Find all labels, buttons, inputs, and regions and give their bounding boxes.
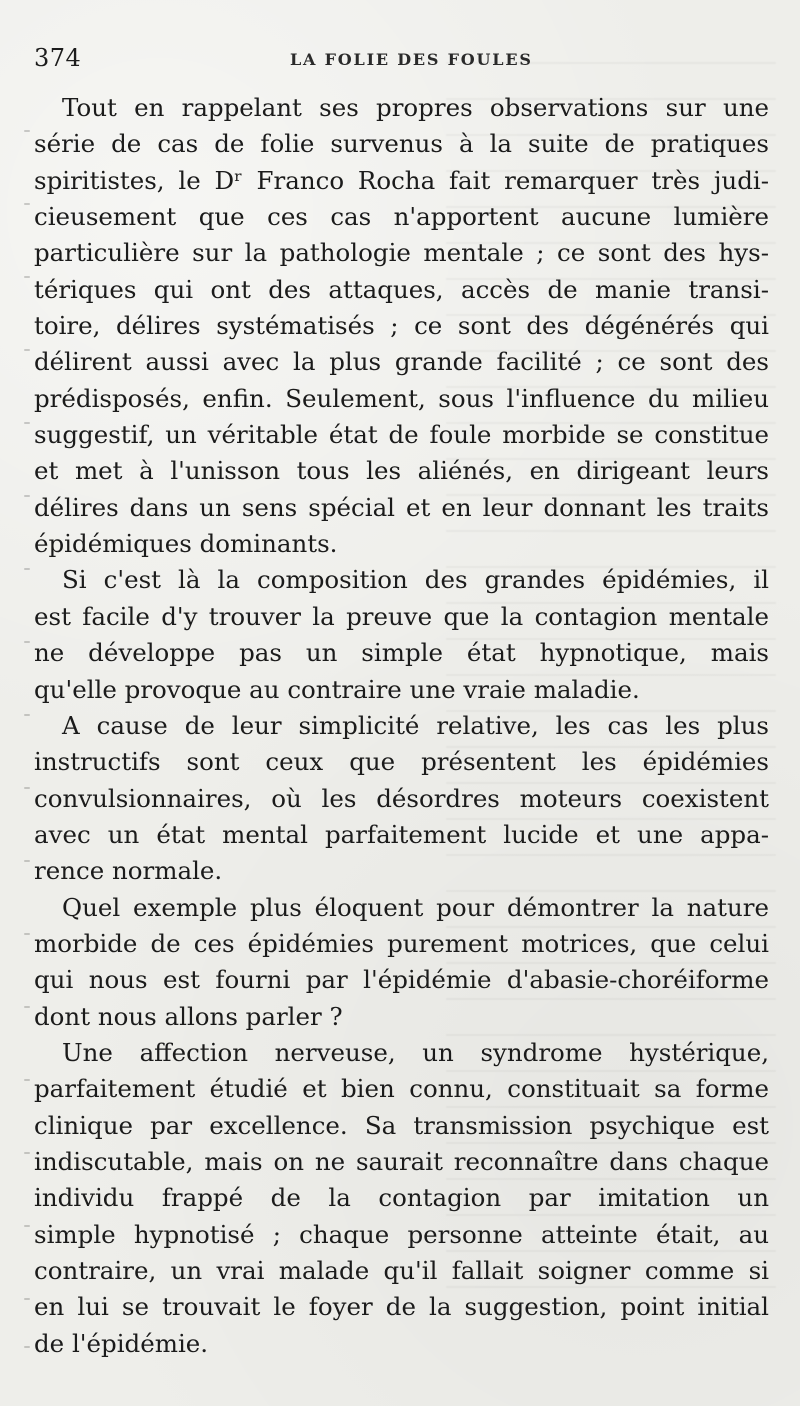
text-line: morbide de ces épidémies purement motrices, que celui (34, 928, 769, 958)
text-line: convulsionnaires, où les désordres moteurs coexistent (34, 783, 769, 813)
text-line: simple hypnotisé ; chaque personne atteinte était, au (34, 1219, 769, 1249)
text-line: contraire, un vrai malade qu'il fallait soigner comme si (34, 1256, 769, 1285)
text-line: individu frappé de la contagion par imitation un (34, 1183, 769, 1213)
page-header (34, 42, 770, 82)
paragraph-2 (34, 562, 769, 707)
text-line: en lui se trouvait le foyer de la suggestion, point initial (34, 1292, 769, 1322)
paragraph-5 (34, 1035, 769, 1362)
text-line: avec un état mental parfaitement lucide et une appa- (34, 819, 769, 849)
text-line: indiscutable, mais on ne saurait reconnaître dans chaque (34, 1146, 769, 1176)
text-line: prédisposés, enfin. Seulement, sous l'influence du milieu (34, 383, 769, 413)
text-line: rence normale. (34, 856, 223, 886)
text-line: cieusement que ces cas n'apportent aucune lumière (34, 202, 769, 232)
text-line: de l'épidémie. (34, 1328, 209, 1358)
text-line: A cause de leur simplicité relative, les cas les plus (62, 710, 769, 740)
text-line: délires dans un sens spécial et en leur donnant les traits (34, 492, 769, 522)
text-line: instructifs sont ceux que présentent les épidémies (34, 747, 769, 777)
text-line: clinique par excellence. Sa transmission psychique est (34, 1110, 769, 1140)
text-line: Quel exemple plus éloquent pour démontrer la nature (62, 892, 769, 922)
text-line: Une affection nerveuse, un syndrome hystérique, (62, 1037, 769, 1067)
paragraph-4 (34, 890, 769, 1035)
text-line: est facile d'y trouver la preuve que la contagion mentale (34, 601, 769, 631)
page-number: 374 (34, 44, 82, 72)
text-line: Tout en rappelant ses propres observations sur une (62, 93, 769, 122)
page-edge-marks (24, 130, 32, 1370)
text-line: spiritistes, le Dʳ Franco Rocha fait remarquer très judi- (34, 165, 769, 195)
text-line: particulière sur la pathologie mentale ; ce sont des hys- (34, 238, 769, 268)
text-line: parfaitement étudié et bien connu, constituait sa forme (34, 1074, 769, 1104)
paragraph-1 (34, 90, 769, 562)
text-line: toire, délires systématisés ; ce sont des dégénérés qui (34, 311, 769, 341)
text-line: Si c'est là la composition des grandes épidémies, il (62, 565, 769, 595)
text-line: qu'elle provoque au contraire une vraie maladie. (34, 674, 640, 704)
body-text (34, 90, 769, 1362)
running-head: LA FOLIE DES FOULES (290, 50, 533, 69)
text-line: épidémiques dominants. (34, 529, 338, 559)
text-line: et met à l'unisson tous les aliénés, en dirigeant leurs (34, 456, 769, 486)
text-line: qui nous est fourni par l'épidémie d'abasie-choréiforme (34, 965, 769, 995)
text-line: ne développe pas un simple état hypnotique, mais (34, 638, 769, 668)
text-line: tériques qui ont des attaques, accès de manie transi- (34, 274, 769, 304)
text-line: dont nous allons parler ? (34, 1001, 343, 1031)
paragraph-3 (34, 708, 769, 890)
text-line: délirent aussi avec la plus grande facilité ; ce sont des (34, 347, 769, 377)
text-line: série de cas de folie survenus à la suite de pratiques (34, 129, 769, 159)
text-line: suggestif, un véritable état de foule morbide se constitue (34, 420, 769, 450)
